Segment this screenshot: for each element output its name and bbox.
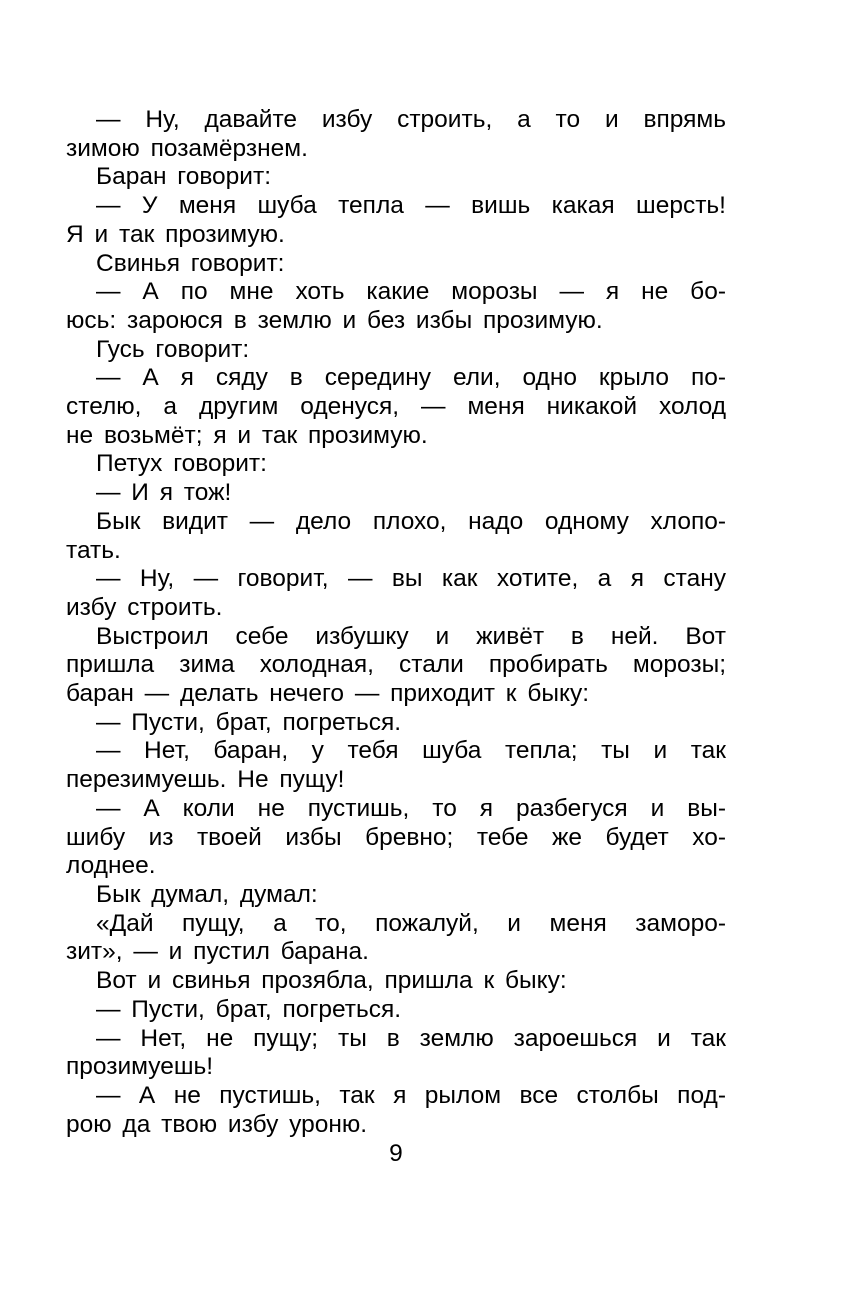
paragraph (66, 910, 726, 967)
text-line: Выстроил себе избушку и живёт в ней. Вот (96, 622, 726, 650)
paragraph (66, 1082, 726, 1139)
text-line: — У меня шуба тепла — вишь какая шерсть! (96, 192, 726, 220)
text-line: — А я сяду в середину ели, одно крыло по- (96, 364, 726, 392)
text-line: Бык видит — дело плохо, надо одному хлопо- (96, 507, 726, 535)
paragraph (66, 250, 726, 279)
text-line: Петух говорит: (96, 450, 267, 478)
text-line: «Дай пущу, а то, пожалуй, и меня заморо- (96, 909, 726, 937)
text-line: Я и так прозимую. (66, 220, 285, 248)
text-line: лоднее. (66, 852, 156, 880)
text-line: — Пусти, брат, погреться. (96, 995, 402, 1023)
paragraph (66, 163, 726, 192)
text-line: рою да твою избу уроню. (66, 1110, 368, 1138)
paragraph (66, 967, 726, 996)
text-line: зит», — и пустил барана. (66, 938, 369, 966)
text-line: Гусь говорит: (96, 335, 250, 363)
text-line: Свинья говорит: (96, 249, 285, 277)
text-line: Вот и свинья прозябла, пришла к быку: (96, 967, 567, 995)
text-line: — И я тож! (96, 479, 232, 507)
paragraph (66, 192, 726, 249)
paragraph (66, 737, 726, 794)
text-line: — Пусти, брат, погреться. (96, 708, 402, 736)
paragraph (66, 336, 726, 365)
text-line: тать. (66, 536, 121, 564)
paragraph (66, 996, 726, 1025)
paragraph (66, 364, 726, 450)
text-line: избу строить. (66, 593, 223, 621)
text-line: — А коли не пустишь, то я разбегуся и вы- (96, 794, 726, 822)
text-line: — Ну, давайте избу строить, а то и впрямь (96, 106, 726, 133)
text-line: Бык думал, думал: (96, 880, 318, 908)
text-line: зимою позамёрзнем. (66, 134, 308, 162)
text-line: баран — делать нечего — приходит к быку: (66, 680, 590, 708)
text-line: Баран говорит: (96, 163, 272, 191)
paragraph (66, 881, 726, 910)
text-line: пришла зима холодная, стали пробирать морозы; (66, 651, 726, 679)
paragraph (66, 508, 726, 565)
paragraph (66, 479, 726, 508)
paragraph (66, 1025, 726, 1082)
text-line: юсь: зароюся в землю и без избы прозимую. (66, 306, 603, 334)
story-text (66, 106, 726, 1139)
paragraph (66, 450, 726, 479)
text-line: перезимуешь. Не пущу! (66, 766, 345, 794)
paragraph (66, 623, 726, 709)
paragraph (66, 709, 726, 738)
text-line: — Нет, не пущу; ты в землю зароешься и так (96, 1024, 726, 1052)
paragraph (66, 565, 726, 622)
text-line: прозимуешь! (66, 1053, 214, 1081)
paragraph (66, 795, 726, 881)
text-line: не возьмёт; я и так прозимую. (66, 421, 428, 449)
paragraph (66, 278, 726, 335)
text-line: — Нет, баран, у тебя шуба тепла; ты и так (96, 737, 726, 765)
text-line: стелю, а другим оденуся, — меня никакой холод (66, 393, 726, 421)
page-number: 9 (389, 1140, 403, 1167)
text-line: — А не пустишь, так я рылом все столбы под- (96, 1081, 726, 1109)
text-line: шибу из твоей избы бревно; тебе же будет хо- (66, 823, 726, 851)
text-line: — А по мне хоть какие морозы — я не бо- (96, 278, 726, 306)
text-line: — Ну, — говорит, — вы как хотите, а я стану (96, 565, 726, 593)
paragraph (66, 106, 726, 163)
